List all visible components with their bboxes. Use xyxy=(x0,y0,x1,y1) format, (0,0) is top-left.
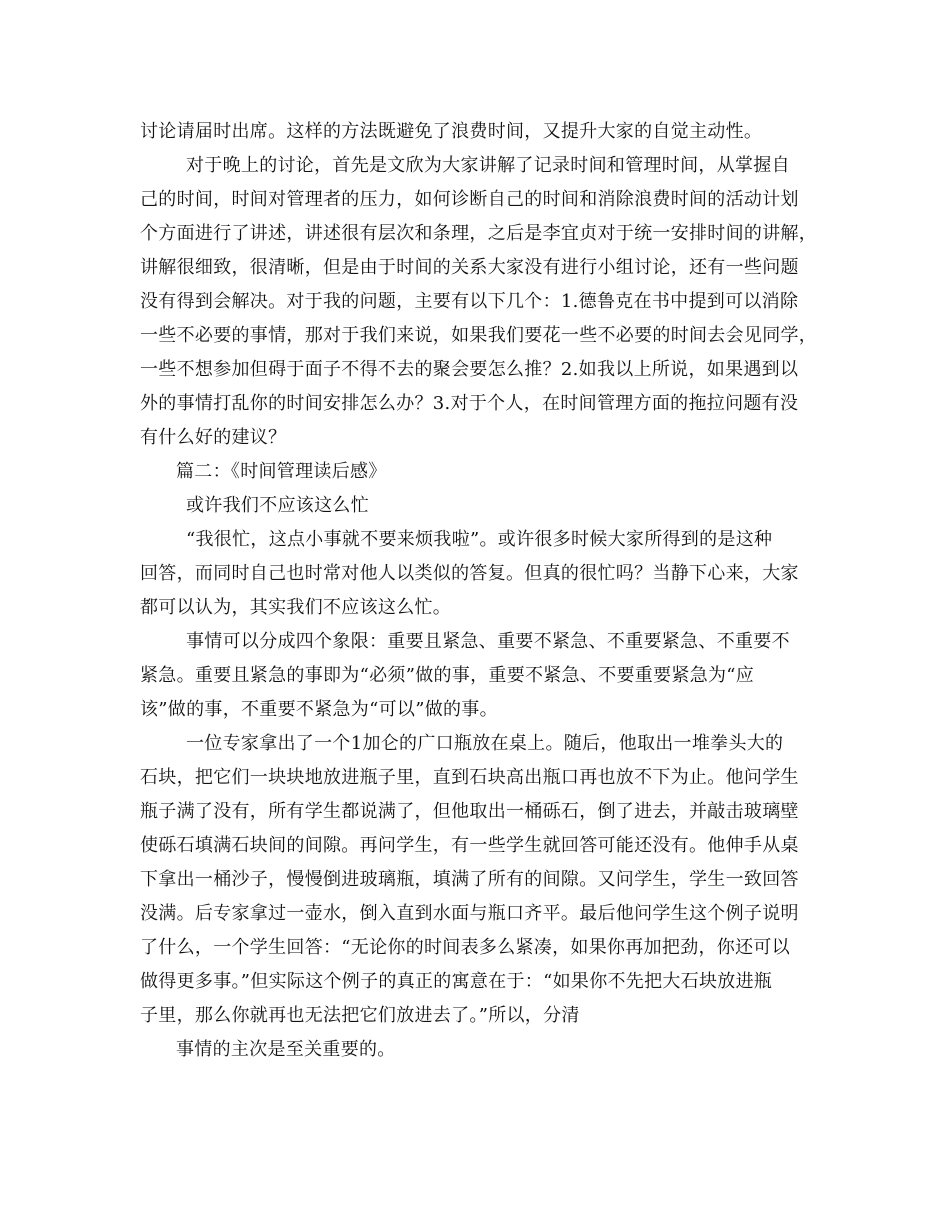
section-heading: 篇二：《时间管理读后感》 xyxy=(176,461,387,482)
text-line: 紧急。重要且紧急的事即为“必须”做的事，重要不紧急、不要重要紧急为“应 xyxy=(140,665,755,686)
text-line: 一些不想参加但碍于面子不得不去的聚会要怎么推？2.如我以上所说，如果遇到以 xyxy=(140,359,799,380)
text-line: 个方面进行了讲述，讲述很有层次和条理，之后是李宜贞对于统一安排时间的讲解， xyxy=(140,223,818,244)
article-title: 或许我们不应该这么忙 xyxy=(186,495,369,516)
text-line: 一位专家拿出了一个1加仑的广口瓶放在桌上。随后，他取出一堆拳头大的 xyxy=(186,733,784,754)
text-line: 己的时间，时间对管理者的压力，如何诊断自己的时间和消除浪费时间的活动计划 xyxy=(140,189,799,210)
text-line: 外的事情打乱你的时间安排怎么办？3.对于个人，在时间管理方面的拖拉问题有没 xyxy=(140,393,799,414)
text-line: 有什么好的建议？ xyxy=(140,427,287,448)
text-line: 事情的主次是至关重要的。 xyxy=(176,1039,396,1060)
text-line: 子里，那么你就再也无法把它们放进去了。”所以，分清 xyxy=(140,1005,580,1026)
text-line: 没有得到会解决。对于我的问题，主要有以下几个：1.德鲁克在书中提到可以消除 xyxy=(140,291,799,312)
text-line: 都可以认为，其实我们不应该这么忙。 xyxy=(140,597,452,618)
text-line: 对于晚上的讨论，首先是文欣为大家讲解了记录时间和管理时间，从掌握自 xyxy=(186,155,790,176)
text-line: 做得更多事。”但实际这个例子的真正的寓意在于：“如果你不先把大石块放进瓶 xyxy=(140,971,773,992)
text-line: 讲解很细致，很清晰，但是由于时间的关系大家没有进行小组讨论，还有一些问题 xyxy=(140,257,799,278)
text-line: 一些不必要的事情，那对于我们来说，如果我们要花一些不必要的时间去会见同学， xyxy=(140,325,818,346)
text-line: 使砾石填满石块间的间隙。再问学生，有一些学生就回答可能还没有。他伸手从桌 xyxy=(140,835,799,856)
text-line: 瓶子满了没有，所有学生都说满了，但他取出一桶砾石，倒了进去，并敲击玻璃壁 xyxy=(140,801,799,822)
text-line: 石块，把它们一块块地放进瓶子里，直到石块高出瓶口再也放不下为止。他问学生 xyxy=(140,767,799,788)
text-line: 回答，而同时自己也时常对他人以类似的答复。但真的很忙吗？当静下心来，大家 xyxy=(140,563,799,584)
text-line: 没满。后专家拿过一壶水，倒入直到水面与瓶口齐平。最后他问学生这个例子说明 xyxy=(140,903,799,924)
text-line: 了什么，一个学生回答：“无论你的时间表多么紧凑，如果你再加把劲，你还可以 xyxy=(140,937,790,958)
text-line: 该”做的事，不重要不紧急为“可以”做的事。 xyxy=(140,699,498,720)
text-line: 下拿出一桶沙子，慢慢倒进玻璃瓶，填满了所有的间隙。又问学生，学生一致回答 xyxy=(140,869,799,890)
text-line: “我很忙，这点小事就不要来烦我啦”。或许很多时候大家所得到的是这种 xyxy=(186,529,773,550)
text-line: 事情可以分成四个象限：重要且紧急、重要不紧急、不重要紧急、不重要不 xyxy=(186,631,790,652)
text-line: 讨论请届时出席。这样的方法既避免了浪费时间，又提升大家的自觉主动性。 xyxy=(140,121,763,142)
